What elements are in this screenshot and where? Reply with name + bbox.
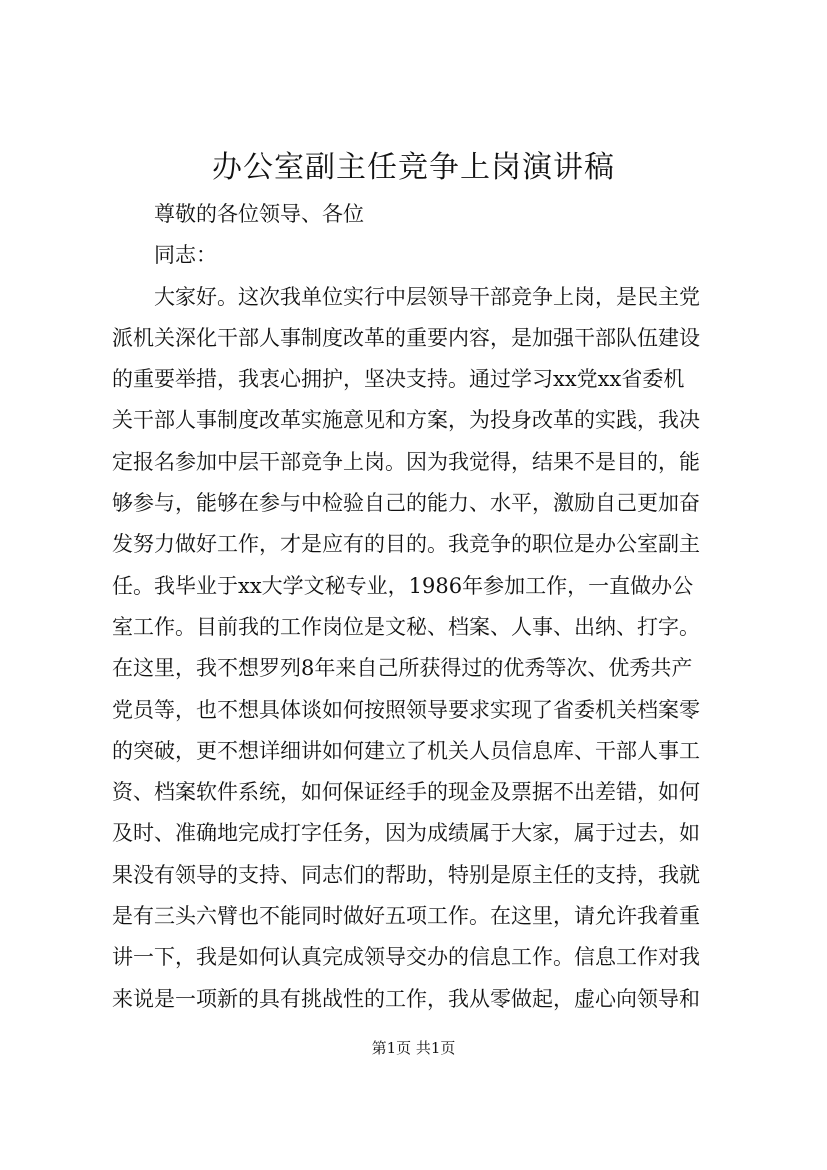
body-line: 及时、准确地完成打字任务，因为成绩属于大家，属于过去，如 xyxy=(112,821,700,846)
document-title: 办公室副主任竞争上岗演讲稿 xyxy=(212,150,615,185)
body-line: 在这里，我不想罗列8年来自己所获得过的优秀等次、优秀共产 xyxy=(112,656,693,681)
body-line: 讲一下，我是如何认真完成领导交办的信息工作。信息工作对我 xyxy=(112,945,700,970)
page-footer: 第1页 共1页 xyxy=(371,1039,456,1057)
body-line: 是有三头六臂也不能同时做好五项工作。在这里，请允许我着重 xyxy=(112,904,700,929)
body-line: 发努力做好工作，才是应有的目的。我竞争的职位是办公室副主 xyxy=(112,532,700,557)
body-line: 室工作。目前我的工作岗位是文秘、档案、人事、出纳、打字。 xyxy=(112,614,700,639)
body-line: 派机关深化干部人事制度改革的重要内容，是加强干部队伍建设 xyxy=(112,325,700,350)
body-line: 尊敬的各位领导、各位 xyxy=(154,202,364,226)
body-line: 大家好。这次我单位实行中层领导干部竞争上岗，是民主党 xyxy=(154,284,700,309)
body-line: 果没有领导的支持、同志们的帮助，特别是原主任的支持，我就 xyxy=(112,862,700,887)
body-line: 任。我毕业于xx大学文秘专业，1986年参加工作，一直做办公 xyxy=(112,573,694,598)
body-line: 够参与，能够在参与中检验自己的能力、水平，激励自己更加奋 xyxy=(112,491,700,516)
body-line: 关干部人事制度改革实施意见和方案，为投身改革的实践，我决 xyxy=(112,408,700,433)
body-line: 来说是一项新的具有挑战性的工作，我从零做起，虚心向领导和 xyxy=(112,986,700,1011)
body-line: 的突破，更不想详细讲如何建立了机关人员信息库、干部人事工 xyxy=(112,738,700,763)
body-line: 党员等，也不想具体谈如何按照领导要求实现了省委机关档案零 xyxy=(112,697,700,722)
body-line: 定报名参加中层干部竞争上岗。因为我觉得，结果不是目的，能 xyxy=(112,449,700,474)
document-body xyxy=(112,194,732,1020)
body-line: 的重要举措，我衷心拥护，坚决支持。通过学习xx党xx省委机 xyxy=(112,367,685,392)
body-line: 同志： xyxy=(154,243,217,268)
body-line: 资、档案软件系统，如何保证经手的现金及票据不出差错，如何 xyxy=(112,780,700,805)
